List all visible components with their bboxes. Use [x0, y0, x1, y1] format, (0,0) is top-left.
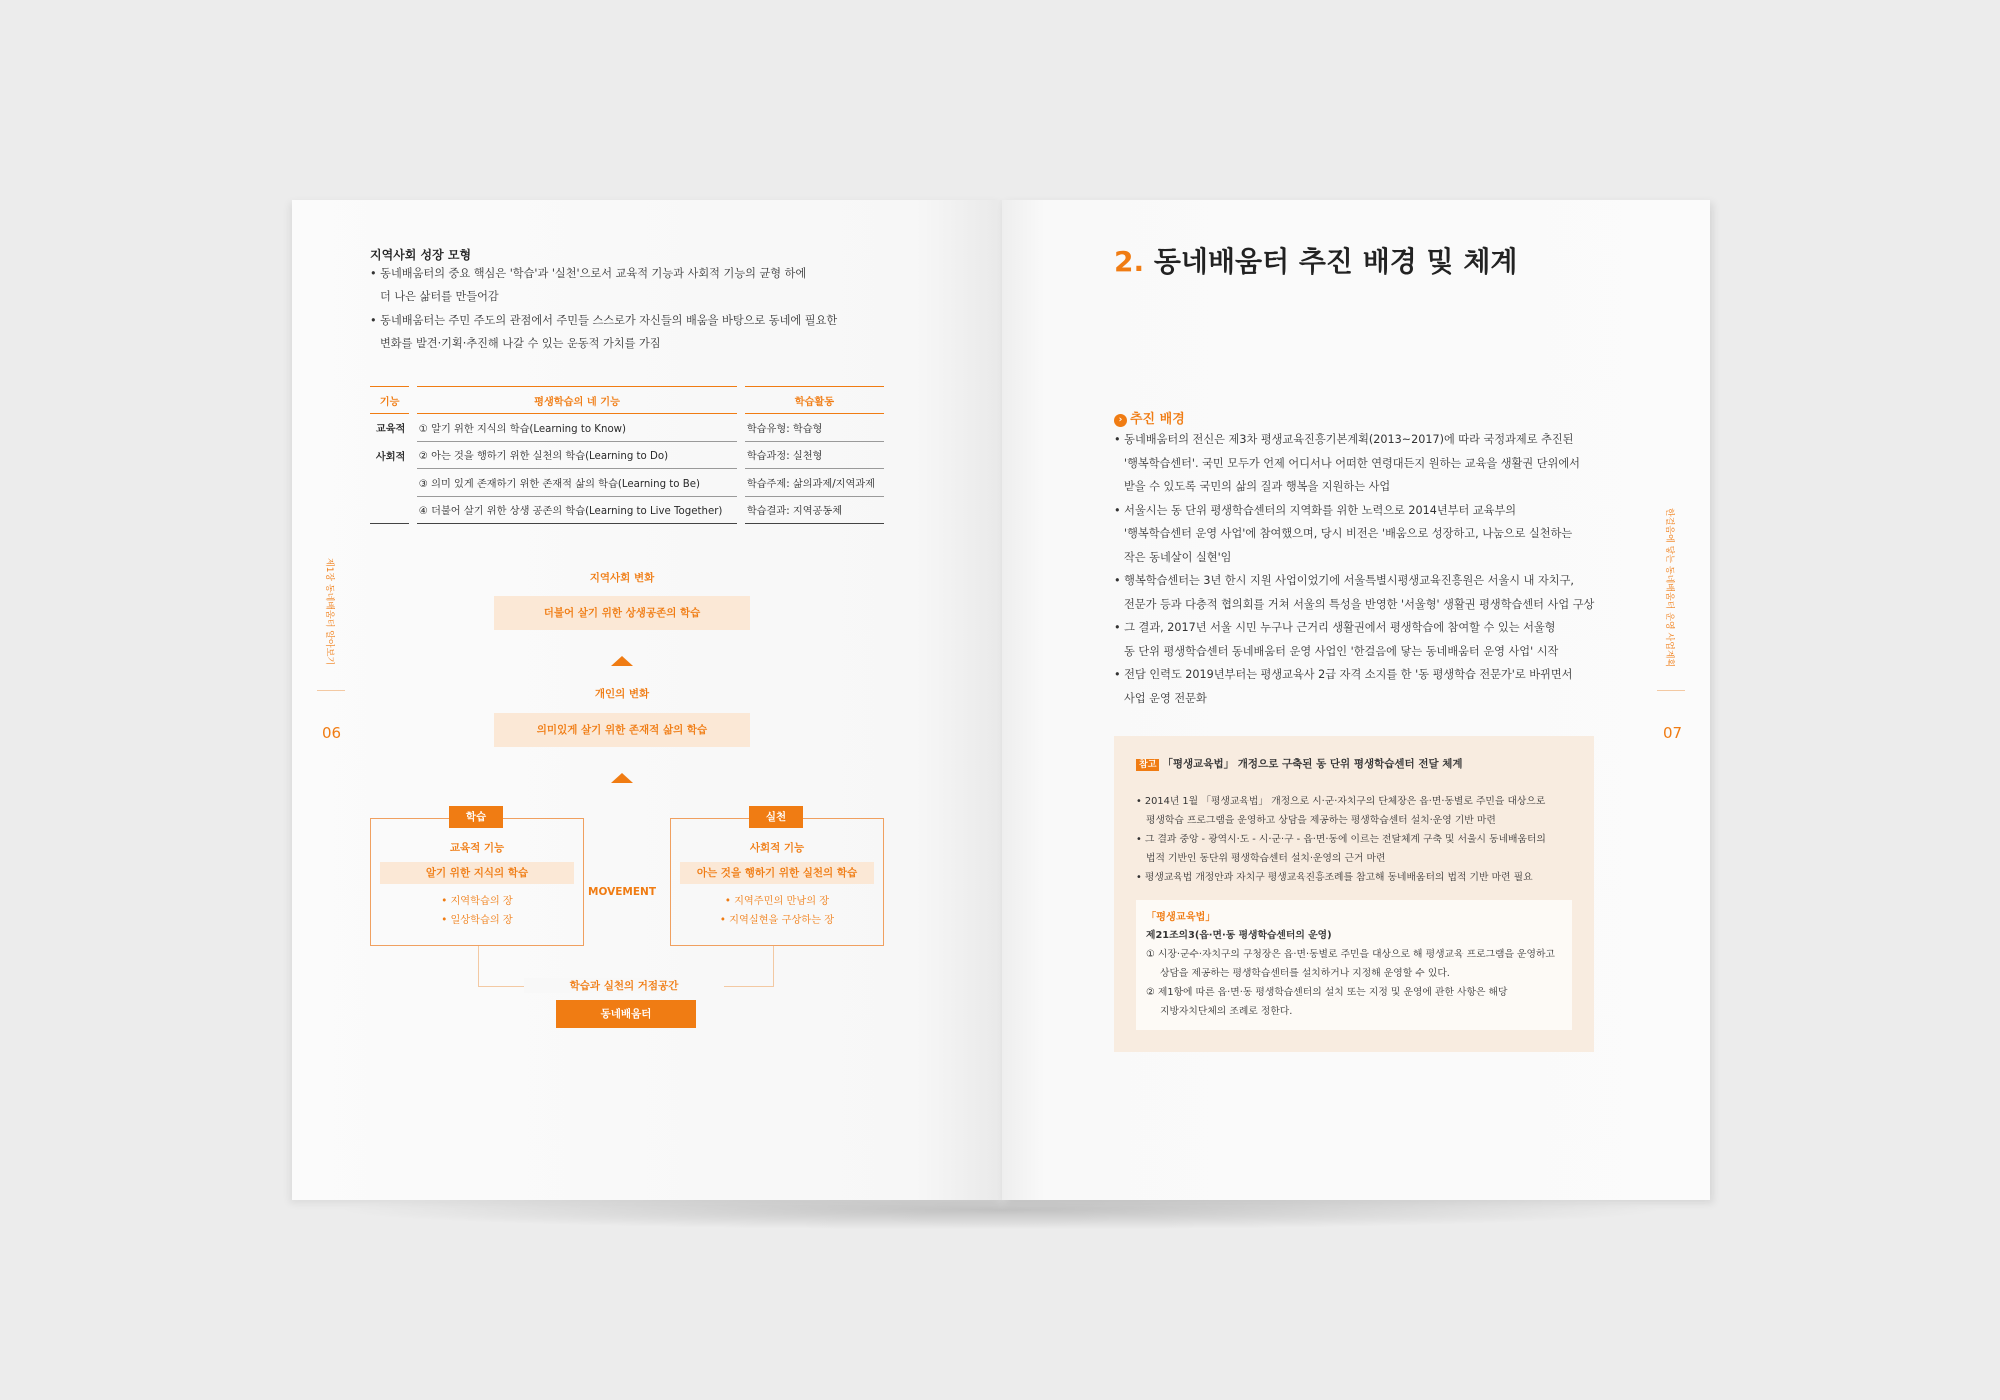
- table-cell-function: ① 알기 위한 지식의 학습(Learning to Know): [417, 414, 738, 442]
- table-row: [370, 469, 884, 497]
- table-row: [370, 442, 884, 470]
- law-line: ② 제1항에 따른 읍·면·동 평생학습센터의 설치 또는 지정 및 운영에 관한 사항은 해당: [1146, 987, 1508, 998]
- background-subheading: [1114, 408, 1185, 427]
- table-cell-category: [370, 469, 409, 497]
- table-row: [370, 497, 884, 525]
- personal-change-label: 개인의 변화: [594, 688, 650, 700]
- learning-functions-table: [370, 386, 884, 524]
- law-line: 제21조의3(읍·면·동 평생학습센터의 운영): [1146, 930, 1332, 941]
- col-header-function: 기능: [370, 386, 409, 414]
- bullet-line: 평생학습 프로그램을 운영하고 상담을 제공하는 평생학습센터 설치·운영 기반 마련: [1146, 815, 1496, 826]
- hub-space-label: 학습과 실천의 거점공간: [524, 978, 724, 993]
- bullet-line: • 동네배움터의 전신은 제3차 평생교육진흥기본계획(2013~2017)에 따라 국정과제로 추진된: [1114, 433, 1574, 446]
- bullet-line: 받을 수 있도록 국민의 삶의 질과 행복을 지원하는 사업: [1124, 480, 1391, 493]
- table-cell-category: [370, 497, 409, 525]
- social-function-label: 사회적 기능: [749, 842, 805, 854]
- section-title: [1114, 240, 1517, 280]
- left-page: [292, 200, 1002, 1200]
- law-excerpt: [1136, 900, 1572, 1030]
- left-rule: [317, 690, 345, 691]
- list-item: [1114, 616, 1594, 663]
- list-item: [1114, 428, 1594, 499]
- right-side-chapter-text: 한걸음에 닿는 동네배움터 운영 사업계획: [1664, 508, 1674, 668]
- bullet-line: • 2014년 1월 「평생교육법」 개정으로 시·군·자치구의 단체장은 읍·면·동별로 주민을 대상으로: [1136, 796, 1546, 807]
- left-bullet-2: [370, 309, 837, 355]
- bullet-line: 동 단위 평생학습센터 동네배움터 운영 사업인 '한걸음에 닿는 동네배움터 운영 사업' 시작: [1124, 644, 1559, 658]
- left-bullet-1: [370, 262, 806, 308]
- bullet-line: '행복학습센터'. 국민 모두가 언제 어디서나 어떠한 연령대든지 원하는 교육을 생활권 단위에서: [1124, 456, 1580, 470]
- background-bullets: [1114, 428, 1594, 710]
- bullet-line: • 그 결과 중앙 - 광역시·도 - 시·군·구 - 읍·면·동에 이르는 전달체계 구축 및 서울시 동네배움터의: [1136, 834, 1546, 845]
- chevron-right-icon: ›: [1114, 414, 1127, 427]
- table-cell-category: 사회적: [375, 451, 406, 463]
- table-cell-activity: 학습결과: 지역공동체: [745, 497, 884, 525]
- right-rule: [1657, 690, 1685, 691]
- table-cell-activity: 학습주제: 삶의과제/지역과제: [745, 469, 884, 497]
- list-item: • 지역실현을 구상하는 장: [719, 915, 835, 926]
- knowledge-learning-band: 알기 위한 지식의 학습: [380, 862, 574, 884]
- section-number: 2.: [1114, 245, 1145, 278]
- table-cell-function: ③ 의미 있게 존재하기 위한 존재적 삶의 학습(Learning to Be): [417, 469, 738, 497]
- bullet-line: • 그 결과, 2017년 서울 시민 누구나 근거리 생활권에서 평생학습에 참여할 수 있는 서울형: [1114, 621, 1556, 634]
- table-cell-activity: 학습유형: 학습형: [745, 414, 884, 442]
- left-side-chapter-text: 제1장 동네배움터 알아보기: [324, 558, 334, 666]
- col-header-activity: 학습활동: [745, 386, 884, 414]
- list-item: [1114, 663, 1594, 710]
- law-line: 상담을 제공하는 평생학습센터를 설치하거나 지정해 운영할 수 있다.: [1160, 968, 1450, 979]
- table-cell-function: ④ 더불어 살기 위한 상생 공존의 학습(Learning to Live Together): [417, 497, 738, 525]
- left-bullet-2-line-1: • 동네배움터는 주민 주도의 관점에서 주민들 스스로가 자신들의 배움을 바탕으로 동네에 필요한: [370, 314, 838, 327]
- reference-tag: 참고: [1136, 759, 1159, 771]
- bullet-line: 작은 동네살이 실현'임: [1124, 550, 1232, 564]
- law-body: [1146, 926, 1555, 1021]
- bullet-line: 법적 기반인 동단위 평생학습센터 설치·운영의 근거 마련: [1146, 853, 1386, 864]
- left-bullet-2-line-2: 변화를 발견·기획·추진해 나갈 수 있는 운동적 가치를 가짐: [380, 337, 661, 350]
- reference-bullets: [1136, 792, 1546, 887]
- page-number-left: 06: [322, 724, 342, 742]
- list-item: • 일상학습의 장: [441, 915, 513, 926]
- col-header-four-functions: 평생학습의 네 기능: [417, 386, 738, 414]
- table-header-row: [370, 386, 884, 414]
- movement-label: MOVEMENT: [588, 886, 656, 898]
- law-line: ① 시장·군수·자치구의 구청장은 읍·면·동별로 주민을 대상으로 해 평생교육 프로그램을 운영하고: [1146, 949, 1555, 960]
- up-arrow-icon: [611, 656, 633, 666]
- list-item: • 지역학습의 장: [441, 896, 513, 907]
- law-line: 지방자치단체의 조례로 정한다.: [1160, 1006, 1293, 1017]
- bullet-line: '행복학습센터 운영 사업'에 참여했으며, 당시 비전은 '배움으로 성장하고, 나눔으로 실천하는: [1124, 527, 1573, 540]
- page-number-right: 07: [1663, 724, 1683, 742]
- bullet-line: • 행복학습센터는 3년 한시 지원 사업이었기에 서울특별시평생교육진흥원은 서울시 내 자치구,: [1114, 574, 1574, 587]
- bullet-line: • 평생교육법 개정안과 자치구 평생교육진흥조례를 참고해 동네배움터의 법적 기반 마련 필요: [1136, 872, 1533, 883]
- left-bullet-1-line-2: 더 나은 삶터를 만들어감: [380, 290, 499, 303]
- reference-heading: [1136, 756, 1463, 771]
- bullet-line: • 전담 인력도 2019년부터는 평생교육사 2급 자격 소지를 한 '동 평생학습 전문가'로 바뀌면서: [1114, 668, 1573, 681]
- left-bullet-1-line-1: • 동네배움터의 중요 핵심은 '학습'과 '실천'으로서 교육적 기능과 사회적 기능의 균형 하에: [370, 267, 807, 280]
- background-subheading-text: 추진 배경: [1130, 412, 1185, 427]
- educational-function-label: 교육적 기능: [449, 842, 505, 854]
- right-page: [1002, 200, 1710, 1200]
- law-title: 「평생교육법」: [1146, 912, 1216, 923]
- learning-tag: 학습: [449, 806, 503, 828]
- reference-box: [1114, 736, 1594, 1052]
- bullet-line: 사업 운영 전문화: [1124, 691, 1207, 705]
- table-row: [370, 414, 884, 442]
- community-change-label: 지역사회 변화: [589, 572, 655, 584]
- bullet-line: • 서울시는 동 단위 평생학습센터의 지역화를 위한 노력으로 2014년부터 교육부의: [1114, 503, 1517, 517]
- practice-learning-band: 아는 것을 행하기 위한 실천의 학습: [680, 862, 874, 884]
- connector-line: [478, 946, 479, 986]
- up-arrow-icon: [611, 773, 633, 783]
- growth-model-heading: 지역사회 성장 모형: [370, 248, 472, 262]
- practice-tag: 실천: [749, 806, 803, 828]
- personal-band: 의미있게 살기 위한 존재적 삶의 학습: [494, 713, 750, 747]
- list-item: [1114, 499, 1594, 570]
- table-cell-activity: 학습과정: 실천형: [745, 442, 884, 470]
- table-cell-function: ② 아는 것을 행하기 위한 실천의 학습(Learning to Do): [417, 442, 738, 470]
- community-band: 더불어 살기 위한 상생공존의 학습: [494, 596, 750, 630]
- bullet-line: 전문가 등과 다층적 협의회를 거쳐 서울의 특성을 반영한 '서울형' 생활권 평생학습센터 사업 구상: [1124, 597, 1595, 611]
- connector-line: [773, 946, 774, 986]
- list-item: • 지역주민의 만남의 장: [724, 896, 830, 907]
- reference-heading-text: 「평생교육법」 개정으로 구축된 동 단위 평생학습센터 전달 체계: [1162, 758, 1463, 770]
- table-cell-category: 교육적: [375, 424, 406, 436]
- neighborhood-center-tag: 동네배움터: [556, 1000, 696, 1028]
- list-item: [1114, 569, 1594, 616]
- section-title-text: 동네배움터 추진 배경 및 체계: [1153, 245, 1518, 278]
